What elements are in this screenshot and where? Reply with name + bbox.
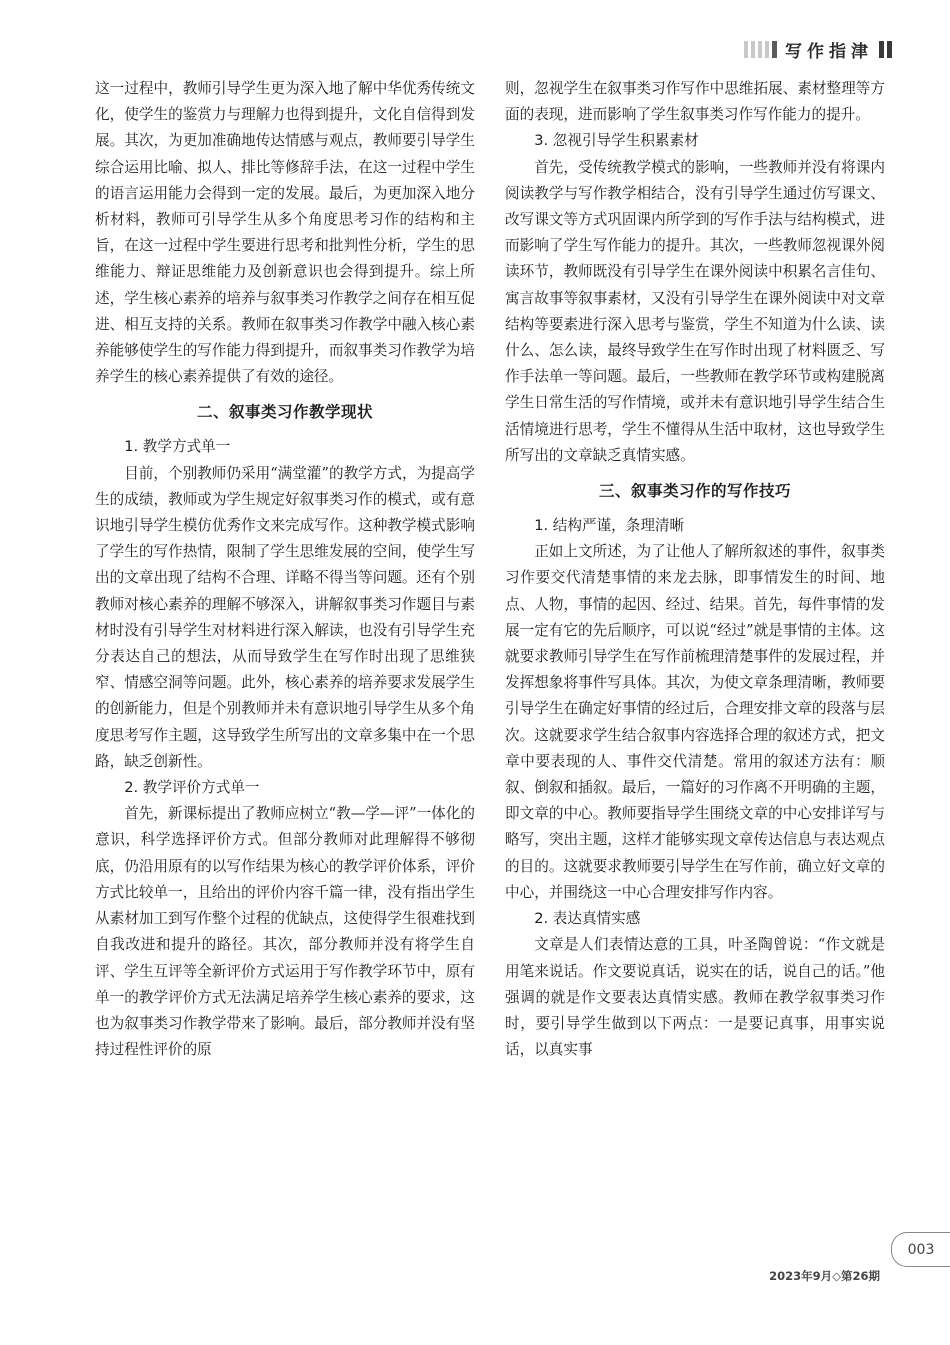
paragraph-material-accumulation: 首先，受传统教学模式的影响，一些教师并没有将课内阅读教学与写作教学相结合，没有引导学生通过仿写课文、改写课文等方式巩固课内所学到的写作手法与结构模式，进而影响了学生写作能力的提升。其次，一些教师忽视课外阅读环节，教师既没有引导学生在课外阅读中积累名言佳句、寓言故事等叙事素材，又没有引导学生在课外阅读中对文章结构等要素进行深入思考与鉴赏，学生不知道为什么读、读什么、怎么读，最终导致学生在写作时出现了材料匮乏、写作手法单一等问题。最后，一些教师在教学环节或构建脱离学生日常生活的写作情境，或并未有意识地引导学生结合生活情境进行思考，学生不懂得从生活中取材，这也导致学生所写出的文章缺乏真情实感。 <box>505 158 885 464</box>
paragraph-structure: 正如上文所述，为了让他人了解所叙述的事件，叙事类习作要交代清楚事情的来龙去脉，即事情发生的时间、地点、人物，事情的起因、经过、结果。首先，每件事情的发展一定有它的先后顺序，可以说“经过”就是事情的主体。这就要求教师引导学生在写作前梳理清楚事件的发展过程，并发挥想象将事件写具体。其次，为使文章条理清晰，教师要引导学生在确定好事情的经过后，合理安排文章的段落与层次。这就要求学生结合叙事内容选择合理的叙述方式，把文章中要表现的人、事件交代清楚。常用的叙述方法有：顺叙、倒叙和插叙。最后，一篇好的习作离不开明确的主题，即文章的中心。教师要指导学生围绕文章的中心安排详写与略写，突出主题，这样才能够实现文章传达信息与表达观点的目的。这就要求教师要引导学生在写作前，确立好文章的中心，并围绕这一中心合理安排写作内容。 <box>505 543 885 901</box>
header-decoration-bars-left <box>744 41 777 58</box>
continuation-paragraph: 则，忽视学生在叙事类习作写作中思维拓展、素材整理等方面的表现，进而影响了学生叙事类习作写作能力的提升。 <box>505 80 885 124</box>
section-heading-3: 三、叙事类习作的写作技巧 <box>598 482 791 501</box>
section-title: 写作指津 <box>785 41 873 62</box>
subheading-teaching-method: 1. 教学方式单一 <box>124 438 231 456</box>
paragraph-true-feelings: 文章是人们表情达意的工具，叶圣陶曾说：“作文就是用笔来说话。作文要说真话，说实在的话，说自己的话。”他强调的就是作文要表达真情实感。教师在教学叙事类习作时，要引导学生做到以下两点：一是要记真事，用事实说话，以真实事 <box>505 936 885 1059</box>
subheading-true-feelings: 2. 表达真情实感 <box>534 910 641 928</box>
page-number: 003 <box>891 1232 950 1267</box>
subheading-evaluation-method: 2. 教学评价方式单一 <box>124 779 260 797</box>
header-decoration-bars-right <box>879 41 892 58</box>
running-header <box>744 38 892 60</box>
right-column <box>505 76 885 1063</box>
subheading-structure: 1. 结构严谨，条理清晰 <box>534 517 685 535</box>
subheading-material-accumulation: 3. 忽视引导学生积累素材 <box>534 132 699 150</box>
section-heading-2: 二、叙事类习作教学现状 <box>196 403 373 422</box>
issue-label: 2023年9月◇第26期 <box>769 1269 880 1283</box>
intro-paragraph: 这一过程中，教师引导学生更为深入地了解中华优秀传统文化，使学生的鉴赏力与理解力也得到提升，文化自信得到发展。其次，为更加准确地传达情感与观点，教师要引导学生综合运用比喻、拟人、排比等修辞手法，在这一过程中学生的语言运用能力会得到一定的发展。最后，为更加深入地分析材料，教师可引导学生从多个角度思考习作的结构和主旨，在这一过程中学生要进行思考和批判性分析，学生的思维能力、辩证思维能力及创新意识也会得到提升。综上所述，学生核心素养的培养与叙事类习作教学之间存在相互促进、相互支持的关系。教师在叙事类习作教学中融入核心素养能够使学生的写作能力得到提升，而叙事类习作教学为培养学生的核心素养提供了有效的途径。 <box>95 80 475 386</box>
left-column <box>95 76 475 1063</box>
paragraph-teaching-method: 目前，个别教师仍采用“满堂灌”的教学方式，为提高学生的成绩，教师或为学生规定好叙事类习作的模式，或有意识地引导学生模仿优秀作文来完成写作。这种教学模式影响了学生的写作热情，限制了学生思维发展的空间，使学生写出的文章出现了结构不合理、详略不得当等问题。还有个别教师对核心素养的理解不够深入，讲解叙事类习作题目与素材时没有引导学生对材料进行深入解读，也没有引导学生充分表达自己的想法，从而导致学生在写作时出现了思维狭窄、情感空洞等问题。此外，核心素养的培养要求发展学生的创新能力，但是个别教师并未有意识地引导学生从多个角度思考写作主题，这导致学生所写出的文章多集中在一个思路，缺乏创新性。 <box>95 464 475 770</box>
paragraph-evaluation-method: 首先，新课标提出了教师应树立“教—学—评”一体化的意识，科学选择评价方式。但部分教师对此理解得不够彻底，仍沿用原有的以写作结果为核心的教学评价体系，评价方式比较单一，且给出的评价内容千篇一律，没有指出学生从素材加工到写作整个过程的优缺点，这使得学生很难找到自我改进和提升的路径。其次，部分教师并没有将学生自评、学生互评等全新评价方式运用于写作教学环节中，原有单一的教学评价方式无法满足培养学生核心素养的要求，这也为叙事类习作教学带来了影响。最后，部分教师并没有坚持过程性评价的原 <box>95 805 475 1059</box>
